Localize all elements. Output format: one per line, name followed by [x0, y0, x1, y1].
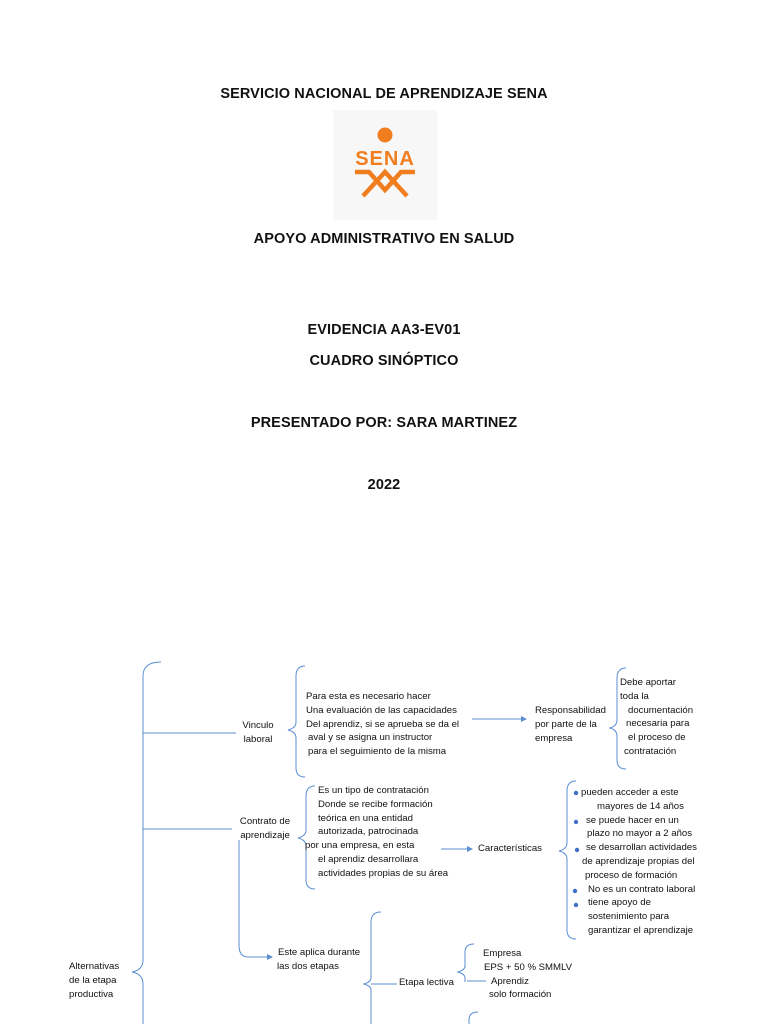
presenter-line: PRESENTADO POR: SARA MARTINEZ	[250, 415, 518, 431]
vinculo-description: Para esta es necesario hacer Una evaluación de las capacidades Del aprendiz, si se aprueba se da el aval y se asigna un instructor para el seguimiento de la misma	[306, 691, 460, 758]
bracket-next	[469, 1012, 478, 1024]
contrato-description: Es un tipo de contratación Donde se recibe formación teórica en una entidad autorizada, patrocinada por una empresa, en esta el aprendiz desarrollara actividades propias de su área	[305, 785, 449, 879]
lectiva-items: Empresa EPS + 50 % SMMLV Aprendiz solo formación	[483, 948, 573, 1001]
features-list: pueden acceder a este mayores de 14 años se puede hacer en un plazo no mayor a 2 años se desarrollan actividades de aprendizaje propias del proceso de formación No es un contrato laboral tiene apoyo de sostenimiento para garantizar el aprendizaje	[581, 787, 697, 936]
aplica-label: Este aplica durante las dos etapas	[277, 947, 361, 972]
bracket-etapas	[364, 912, 381, 1024]
caracteristicas-label: Características	[478, 843, 542, 854]
arrow-aplica	[239, 840, 272, 957]
root-bracket	[132, 662, 161, 1024]
svg-text:SENA: SENA	[355, 148, 415, 170]
root-label: Alternativas de la etapa productiva	[69, 961, 120, 1000]
year-label: 2022	[367, 477, 401, 493]
document-type: CUADRO SINÓPTICO	[309, 353, 459, 369]
duties-list: Debe aportar toda la documentación necesaria para el proceso de contratación	[620, 677, 694, 757]
bracket-vinculo-desc	[288, 666, 305, 777]
vinculo-label: Vinculo laboral	[242, 720, 274, 745]
bullet-3	[575, 848, 579, 852]
contrato-label: Contrato de aprendizaje	[239, 816, 291, 841]
bullet-4	[573, 889, 577, 893]
feature-bullets	[573, 791, 579, 907]
responsabilidad-label: Responsabilidad por parte de la empresa	[535, 705, 606, 744]
bracket-features	[559, 781, 576, 939]
bullet-5	[574, 903, 578, 907]
bullet-2	[574, 820, 578, 824]
etapa-lectiva-label: Etapa lectiva	[399, 977, 454, 988]
bracket-lectiva	[458, 944, 474, 982]
institution-title: SERVICIO NACIONAL DE APRENDIZAJE SENA	[220, 86, 548, 102]
program-title: APOYO ADMINISTRATIVO EN SALUD	[253, 231, 515, 247]
bullet-1	[574, 791, 578, 795]
bracket-contrato-desc	[298, 786, 315, 889]
evidence-title: EVIDENCIA AA3-EV01	[307, 322, 461, 338]
